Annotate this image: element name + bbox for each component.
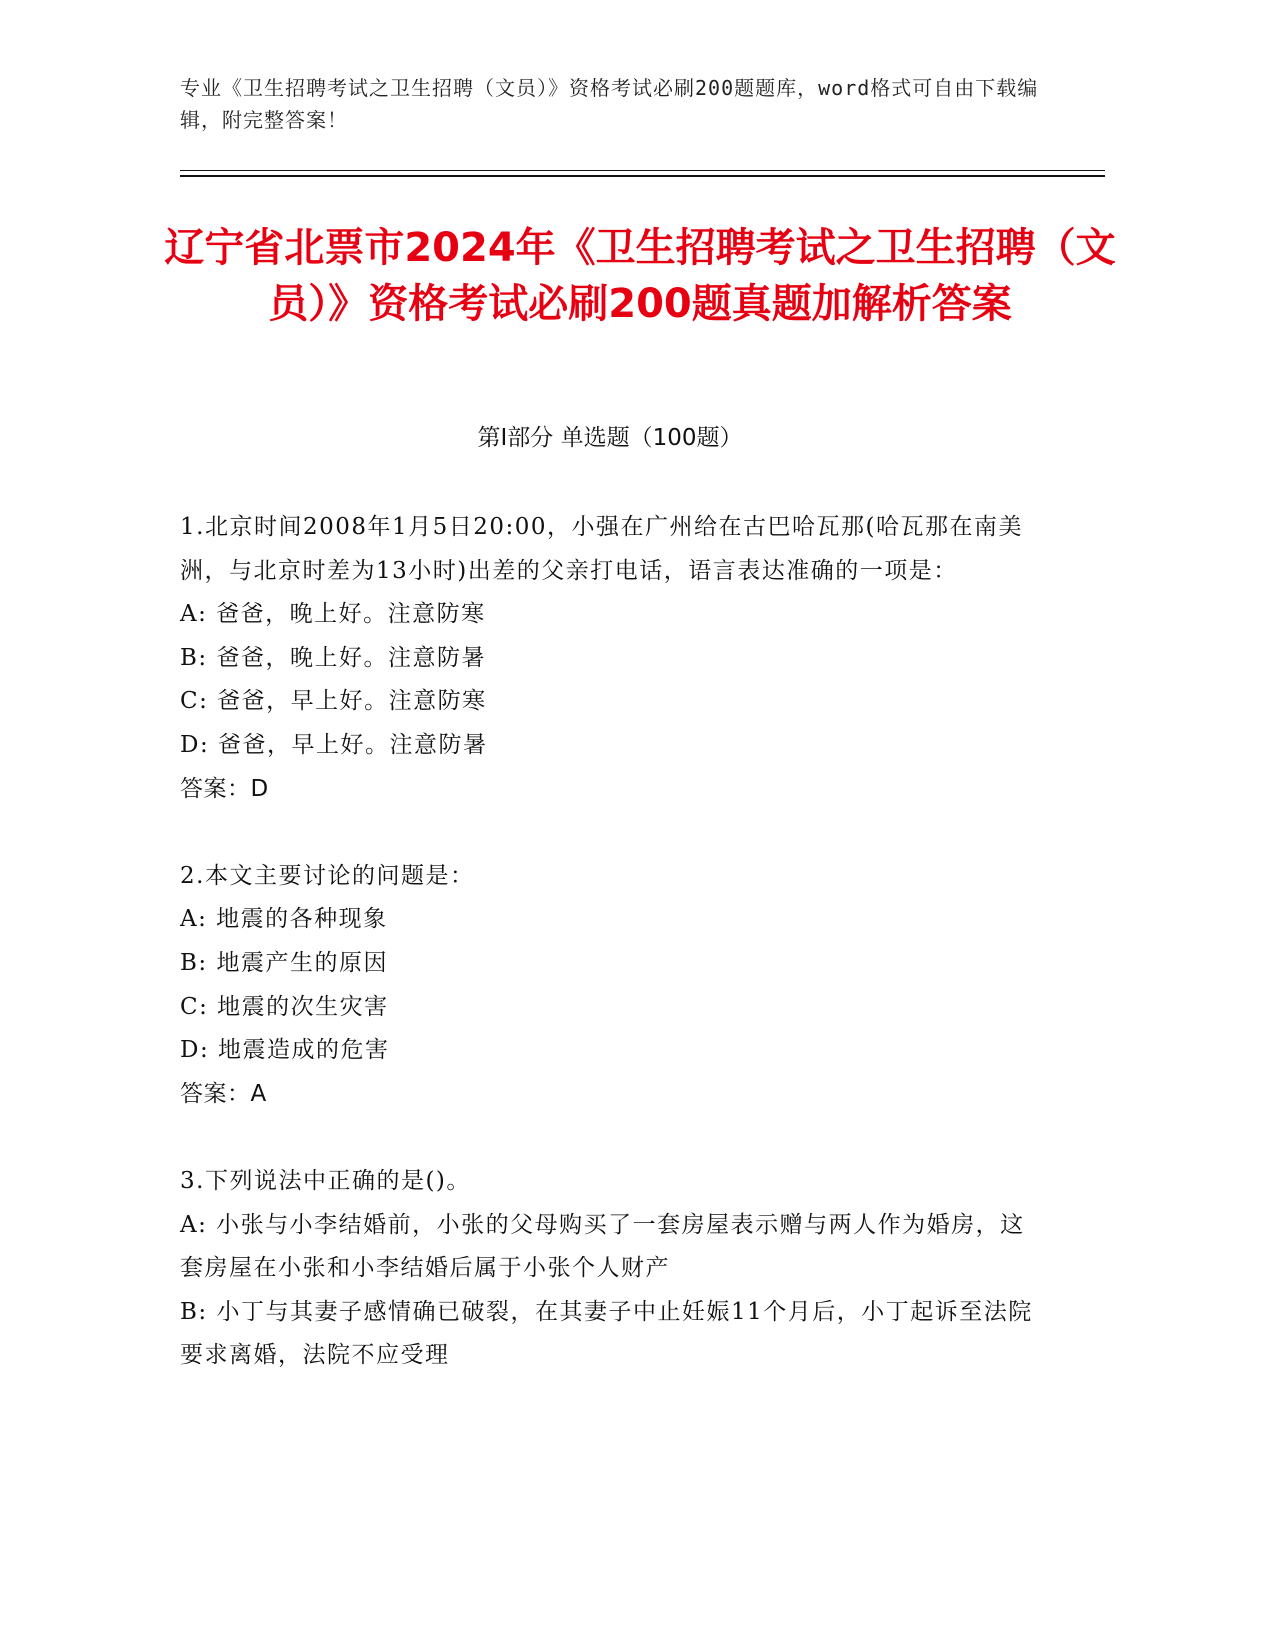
option-b: B: 爸爸，晚上好。注意防暑 (180, 644, 486, 671)
section-heading: 第Ⅰ部分 单选题（100题） (477, 425, 743, 451)
document-title: 辽宁省北票市2024年《卫生招聘考试之卫生招聘（文员）》资格考试必刷200题真题加解析答案 (164, 225, 1116, 327)
option-b: B: 小丁与其妻子感情确已破裂，在其妻子中止妊娠11个月后，小丁起诉至法院要求离婚，法院不应受理 (180, 1298, 1033, 1369)
question-2 (180, 855, 1040, 1117)
header-divider-thick (180, 175, 1105, 177)
option-a: A: 小张与小李结婚前，小张的父母购买了一套房屋表示赠与两人作为婚房，这套房屋在小张和小李结婚后属于小张个人财产 (180, 1211, 1025, 1282)
question-3 (180, 1160, 1040, 1378)
answer-line: 答案：D (180, 775, 269, 802)
option-d: D: 爸爸，早上好。注意防暑 (180, 731, 488, 758)
question-1 (180, 506, 1040, 811)
question-stem: 1.北京时间2008年1月5日20:00，小强在广州给在古巴哈瓦那(哈瓦那在南美洲，与北京时差为13小时)出差的父亲打电话，语言表达准确的一项是： (180, 514, 1023, 584)
option-c: C: 地震的次生灾害 (180, 993, 389, 1020)
option-d: D: 地震造成的危害 (180, 1037, 390, 1064)
question-stem: 2.本文主要讨论的问题是： (180, 862, 475, 889)
answer-line: 答案：A (180, 1080, 267, 1107)
header-note: 专业《卫生招聘考试之卫生招聘（文员）》资格考试必刷200题题库，word格式可自由下载编辑，附完整答案！ (180, 76, 1039, 132)
option-a: A: 地震的各种现象 (180, 906, 388, 933)
option-c: C: 爸爸，早上好。注意防寒 (180, 688, 487, 715)
question-stem: 3.下列说法中正确的是()。 (180, 1167, 471, 1194)
question-list (180, 506, 1040, 1421)
option-b: B: 地震产生的原因 (180, 949, 388, 976)
header-divider-thin (180, 170, 1105, 171)
option-a: A: 爸爸，晚上好。注意防寒 (180, 601, 486, 628)
